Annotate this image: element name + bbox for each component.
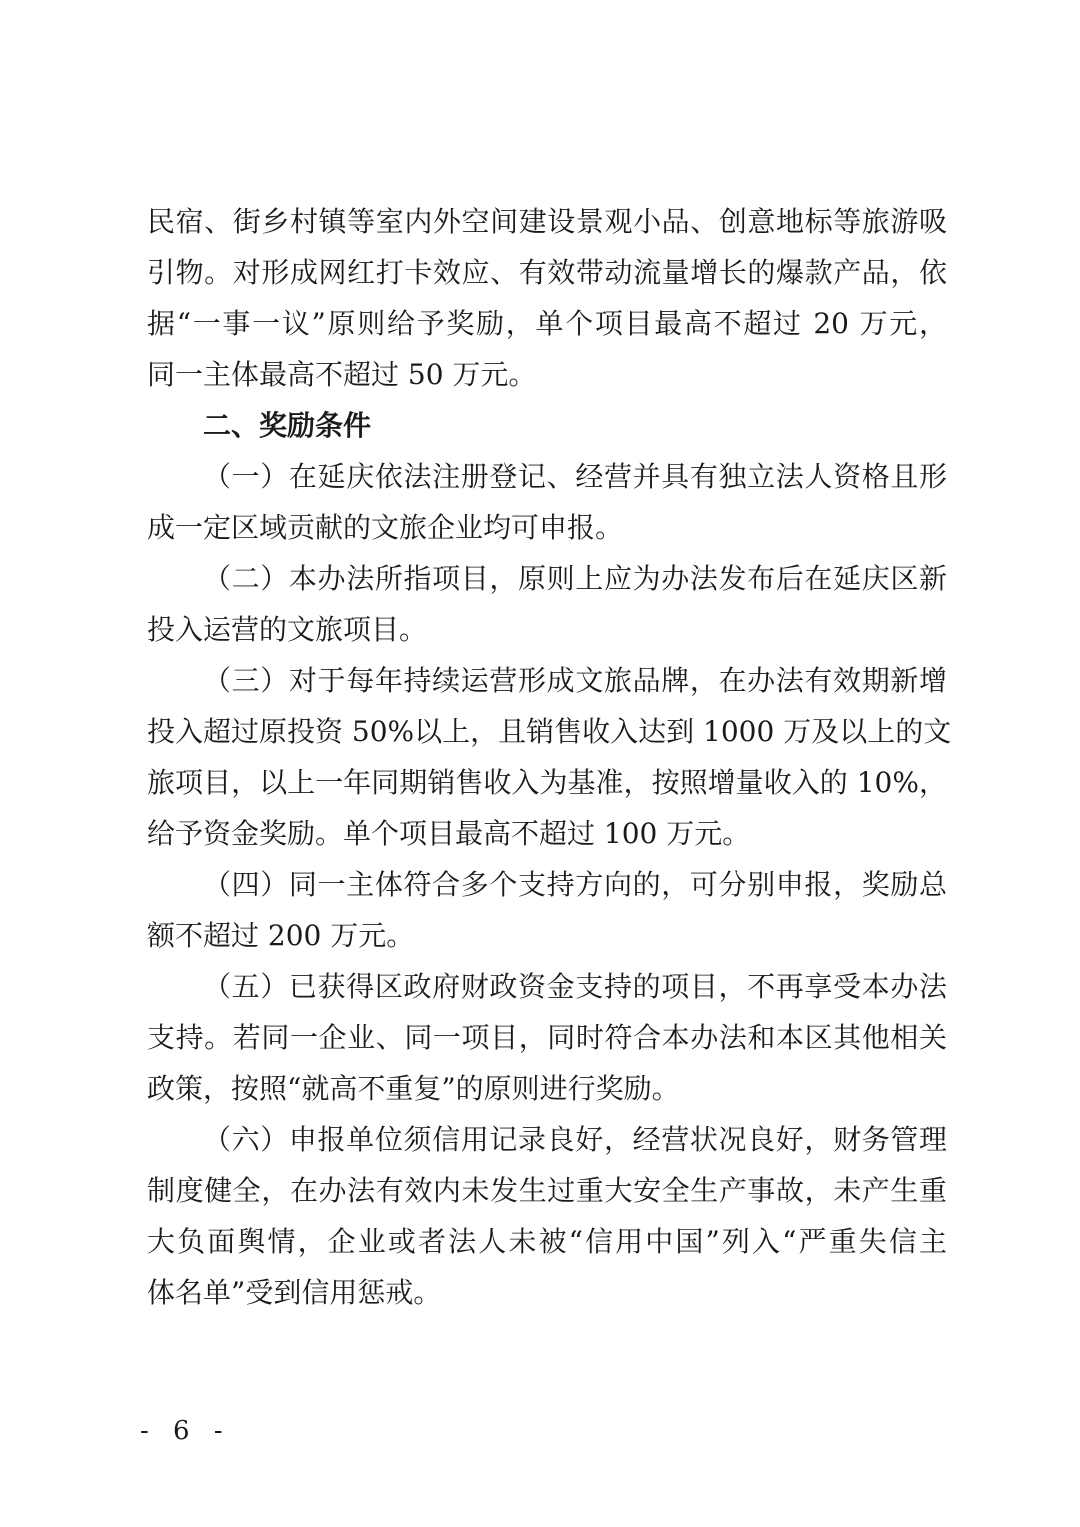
text-line: 成一定区域贡献的文旅企业均可申报。	[147, 511, 624, 544]
page-number: - 6 -	[140, 1416, 231, 1446]
text-line: 民宿、街乡村镇等室内外空间建设景观小品、创意地标等旅游吸	[147, 205, 947, 238]
text-line: 大负面舆情，企业或者法人未被“信用中国”列入“严重失信主	[147, 1225, 947, 1258]
text-line: （五）已获得区政府财政资金支持的项目，不再享受本办法	[203, 970, 947, 1003]
text-line: 体名单”受到信用惩戒。	[147, 1276, 442, 1309]
text-line: 引物。对形成网红打卡效应、有效带动流量增长的爆款产品，依	[147, 256, 947, 289]
text-line: 同一主体最高不超过 50 万元。	[147, 358, 537, 391]
text-line: （三）对于每年持续运营形成文旅品牌，在办法有效期新增	[203, 664, 947, 697]
section-heading: 二、奖励条件	[203, 409, 372, 442]
text-line: （一）在延庆依法注册登记、经营并具有独立法人资格且形	[203, 460, 947, 493]
text-line: 投入超过原投资 50%以上，且销售收入达到 1000 万及以上的文	[147, 715, 952, 748]
text-line: 制度健全，在办法有效内未发生过重大安全生产事故，未产生重	[147, 1174, 947, 1207]
text-line: （二）本办法所指项目，原则上应为办法发布后在延庆区新	[203, 562, 947, 595]
text-line: （六）申报单位须信用记录良好，经营状况良好，财务管理	[203, 1123, 947, 1156]
text-line: 据“一事一议”原则给予奖励，单个项目最高不超过 20 万元，	[147, 307, 947, 340]
text-line: 额不超过 200 万元。	[147, 919, 415, 952]
text-line: 投入运营的文旅项目。	[147, 613, 428, 646]
text-line: 支持。若同一企业、同一项目，同时符合本办法和本区其他相关	[147, 1021, 947, 1054]
text-line: 政策，按照“就高不重复”的原则进行奖励。	[147, 1072, 680, 1105]
document-body	[147, 196, 952, 1318]
text-line: 旅项目，以上一年同期销售收入为基准，按照增量收入的 10%，	[147, 766, 947, 799]
text-line: 给予资金奖励。单个项目最高不超过 100 万元。	[147, 817, 751, 850]
text-line: （四）同一主体符合多个支持方向的，可分别申报，奖励总	[203, 868, 947, 901]
